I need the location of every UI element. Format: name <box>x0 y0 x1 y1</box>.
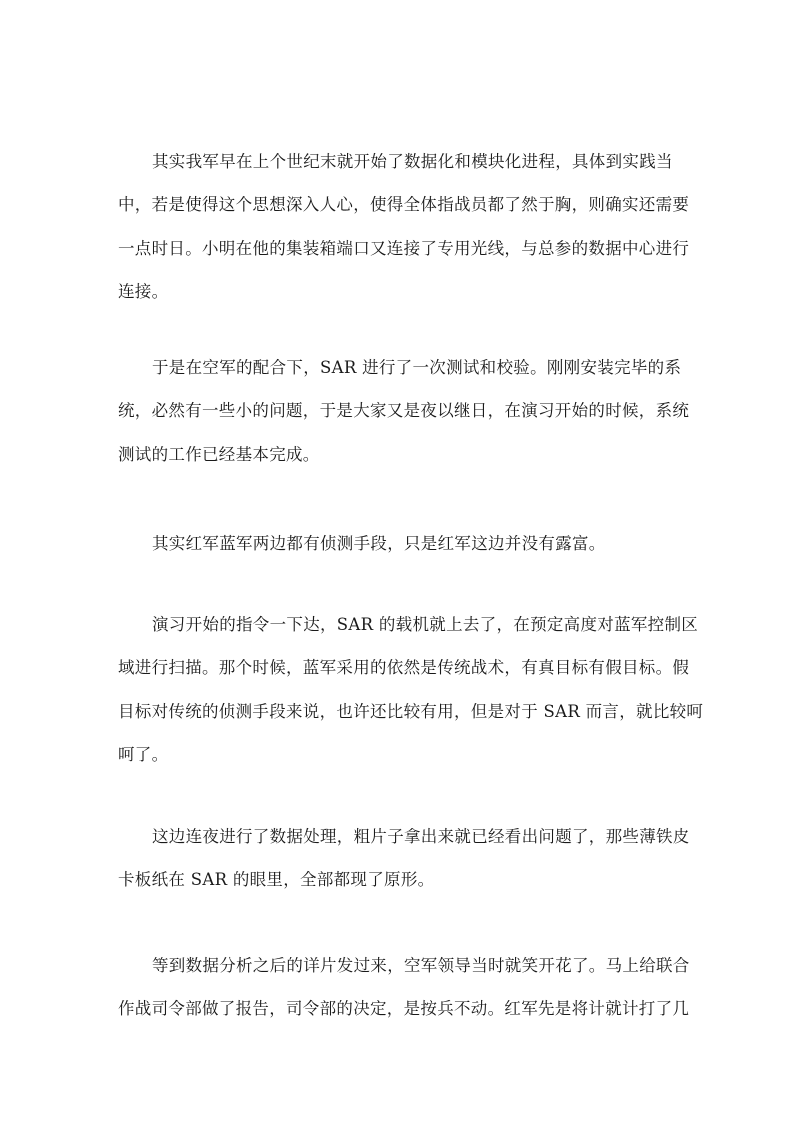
paragraph-line: 于是在空军的配合下，SAR 进行了一次测试和校验。刚刚安装完毕的系 <box>152 358 682 377</box>
paragraph-line: 中，若是使得这个思想深入人心，使得全体指战员都了然于胸，则确实还需要 <box>118 195 690 215</box>
paragraph-line: 连接。 <box>118 281 169 301</box>
paragraph-1 <box>118 140 690 313</box>
paragraph-line: 测试的工作已经基本完成。 <box>118 444 320 464</box>
paragraph-line: 域进行扫描。那个时候，蓝军采用的依然是传统战术，有真目标有假目标。假 <box>118 658 690 678</box>
paragraph-6 <box>118 944 690 1031</box>
paragraph-line: 其实我军早在上个世纪末就开始了数据化和模块化进程，具体到实践当 <box>152 152 673 171</box>
paragraph-line: 这边连夜进行了数据处理，粗片子拿出来就已经看出问题了，那些薄铁皮 <box>152 827 690 846</box>
paragraph-line: 呵了。 <box>118 744 169 764</box>
paragraph-3 <box>118 522 684 565</box>
paragraph-4 <box>118 603 704 776</box>
paragraph-line: 作战司令部做了报告，司令部的决定，是按兵不动。红军先是将计就计打了几 <box>118 999 690 1019</box>
paragraph-line: 一点时日。小明在他的集装箱端口又连接了专用光线，与总参的数据中心进行 <box>118 238 690 258</box>
paragraph-5 <box>118 815 690 902</box>
paragraph-line: 目标对传统的侦测手段来说，也许还比较有用，但是对于 SAR 而言，就比较呵 <box>118 701 704 721</box>
paragraph-line: 统，必然有一些小的问题，于是大家又是夜以继日，在演习开始的时候，系统 <box>118 401 690 421</box>
paragraph-2 <box>118 346 690 476</box>
paragraph-line: 演习开始的指令一下达，SAR 的载机就上去了，在预定高度对蓝军控制区 <box>152 615 699 634</box>
paragraph-line: 卡板纸在 SAR 的眼里，全部都现了原形。 <box>118 870 435 890</box>
paragraph-line: 其实红军蓝军两边都有侦测手段，只是红军这边并没有露富。 <box>152 534 606 553</box>
paragraph-line: 等到数据分析之后的详片发过来，空军领导当时就笑开花了。马上给联合 <box>152 956 690 975</box>
